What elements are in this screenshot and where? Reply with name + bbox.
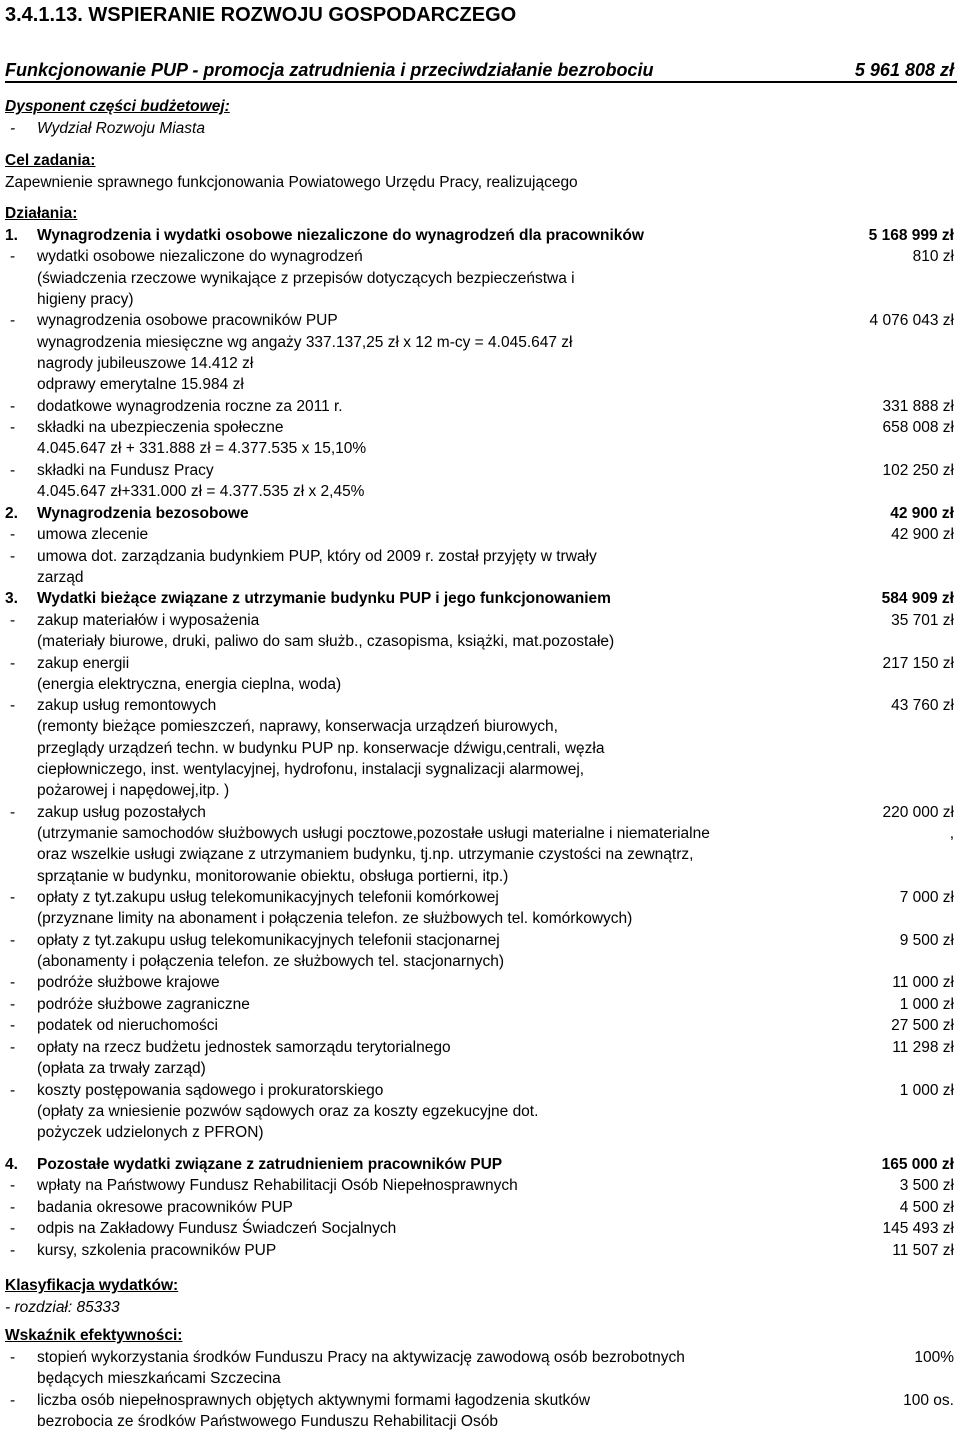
list-item: zakup usług pozostałych: [37, 804, 206, 821]
section-1-title: Wynagrodzenia i wydatki osobowe niezaliczone do wynagrodzeń dla pracowników: [37, 227, 644, 244]
item-amount: 4 500 zł: [899, 1199, 954, 1216]
list-item: zakup materiałów i wyposażenia: [37, 612, 260, 629]
list-item: liczba osób niepełnosprawnych objętych aktywnymi formami łagodzenia skutków: [37, 1392, 591, 1409]
task-title: Funkcjonowanie PUP - promocja zatrudnienia i przeciwdziałanie bezrobociu: [5, 60, 654, 80]
klasyfikacja-text: - rozdział: 85333: [5, 1299, 120, 1316]
item-note: odprawy emerytalne 15.984 zł: [37, 376, 244, 393]
list-item: stopień wykorzystania środków Funduszu Pracy na aktywizację zawodową osób bezrobotnych: [37, 1349, 685, 1366]
list-dash: -: [10, 1349, 16, 1366]
indicator-value: 100 os.: [903, 1392, 954, 1409]
item-note: ciepłowniczego, inst. wentylacyjnej, hydrofonu, instalacji sygnalizacji alarmowej,: [37, 761, 585, 778]
list-dash: -: [10, 996, 16, 1013]
dzialania-label: Działania:: [5, 205, 78, 222]
section-2-amount: 42 900 zł: [890, 505, 954, 522]
section-1-number: 1.: [5, 227, 18, 244]
item-note: zarząd: [37, 569, 84, 586]
item-amount: 4 076 043 zł: [869, 312, 954, 329]
comma-mark: ,: [949, 825, 954, 842]
item-note: higieny pracy): [37, 291, 134, 308]
list-item: opłaty z tyt.zakupu usług telekomunikacyjnych telefonii stacjonarnej: [37, 932, 500, 949]
list-item: podatek od nieruchomości: [37, 1017, 218, 1034]
item-amount: 42 900 zł: [891, 526, 954, 543]
page-title: 3.4.1.13. WSPIERANIE ROZWOJU GOSPODARCZEGO: [5, 4, 517, 26]
list-item: umowa dot. zarządzania budynkiem PUP, który od 2009 r. został przyjęty w trwały: [37, 548, 597, 565]
section-1-amount: 5 168 999 zł: [868, 227, 954, 244]
list-item: wpłaty na Państwowy Fundusz Rehabilitacji Osób Niepełnosprawnych: [37, 1177, 518, 1194]
item-amount: 145 493 zł: [882, 1220, 954, 1237]
list-dash: -: [10, 697, 16, 714]
item-note: (abonamenty i połączenia telefon. ze służbowych tel. stacjonarnych): [37, 953, 504, 970]
list-dash: -: [10, 932, 16, 949]
item-amount: 1 000 zł: [899, 1082, 954, 1099]
list-dash: -: [10, 889, 16, 906]
item-note: (świadczenia rzeczowe wynikające z przepisów dotyczących bezpieczeństwa i: [37, 270, 575, 287]
list-item: zakup energii: [37, 655, 130, 672]
list-dash: -: [10, 526, 16, 543]
list-item: wydatki osobowe niezaliczone do wynagrodzeń: [37, 248, 363, 265]
list-dash: -: [10, 1220, 16, 1237]
item-amount: 658 008 zł: [882, 419, 954, 436]
list-item: koszty postępowania sądowego i prokuratorskiego: [37, 1082, 384, 1099]
list-dash: -: [10, 419, 16, 436]
task-amount: 5 961 808 zł: [854, 60, 954, 80]
list-item: wynagrodzenia osobowe pracowników PUP: [37, 312, 338, 329]
section-4-amount: 165 000 zł: [881, 1156, 954, 1173]
klasyfikacja-label: Klasyfikacja wydatków:: [5, 1277, 179, 1294]
list-item: badania okresowe pracowników PUP: [37, 1199, 293, 1216]
list-dash: -: [10, 462, 16, 479]
list-item: składki na ubezpieczenia społeczne: [37, 419, 284, 436]
list-dash: -: [10, 1039, 16, 1056]
item-note: bezrobocia ze środków Państwowego Funduszu Rehabilitacji Osób: [37, 1413, 498, 1430]
item-note: sprzątanie w budynku, monitorowanie obiektu, obsługa portierni, itp.): [37, 868, 509, 885]
item-amount: 220 000 zł: [882, 804, 954, 821]
list-dash: -: [10, 1177, 16, 1194]
list-item: podróże służbowe krajowe: [37, 974, 220, 991]
list-dash: -: [10, 1082, 16, 1099]
section-4-title: Pozostałe wydatki związane z zatrudnieniem pracowników PUP: [37, 1156, 503, 1173]
list-dash: -: [10, 612, 16, 629]
dysponent-label: Dysponent części budżetowej:: [5, 98, 230, 115]
list-dash: -: [10, 548, 16, 565]
indicator-value: 100%: [914, 1349, 954, 1366]
section-3-number: 3.: [5, 590, 18, 607]
item-amount: 102 250 zł: [882, 462, 954, 479]
list-item: dodatkowe wynagrodzenia roczne za 2011 r.: [37, 398, 343, 415]
item-amount: 810 zł: [912, 248, 954, 265]
item-amount: 35 701 zł: [891, 612, 954, 629]
dysponent-dash: -: [10, 120, 16, 137]
item-note: (opłata za trwały zarząd): [37, 1060, 206, 1077]
item-note: (remonty bieżące pomieszczeń, naprawy, konserwacja urządzeń biurowych,: [37, 718, 558, 735]
item-amount: 331 888 zł: [882, 398, 954, 415]
wskaznik-label: Wskaźnik efektywności:: [5, 1327, 183, 1344]
item-note: pożarowej i napędowej,itp. ): [37, 782, 230, 799]
item-amount: 9 500 zł: [899, 932, 954, 949]
item-note: pożyczek udzielonych z PFRON): [37, 1124, 264, 1141]
section-3-title: Wydatki bieżące związane z utrzymanie budynku PUP i jego funkcjonowaniem: [37, 590, 611, 607]
list-item: umowa zlecenie: [37, 526, 149, 543]
item-amount: 3 500 zł: [899, 1177, 954, 1194]
list-item: zakup usług remontowych: [37, 697, 217, 714]
item-note: 4.045.647 zł + 331.888 zł = 4.377.535 x 15,10%: [37, 440, 367, 457]
item-amount: 27 500 zł: [891, 1017, 954, 1034]
item-note: (opłaty za wniesienie pozwów sądowych oraz za koszty egzekucyjne dot.: [37, 1103, 539, 1120]
item-amount: 11 298 zł: [892, 1039, 954, 1056]
list-dash: -: [10, 655, 16, 672]
list-item: składki na Fundusz Pracy: [37, 462, 214, 479]
cel-text: Zapewnienie sprawnego funkcjonowania Powiatowego Urzędu Pracy, realizującego: [5, 174, 578, 191]
item-amount: 43 760 zł: [891, 697, 954, 714]
list-dash: -: [10, 398, 16, 415]
section-2-number: 2.: [5, 505, 18, 522]
header-divider: [5, 81, 957, 83]
item-note: (materiały biurowe, druki, paliwo do sam służb., czasopisma, książki, mat.pozostałe): [37, 633, 615, 650]
item-amount: 11 507 zł: [892, 1242, 954, 1259]
list-item: odpis na Zakładowy Fundusz Świadczeń Socjalnych: [37, 1220, 397, 1237]
item-note: (utrzymanie samochodów służbowych usługi pocztowe,pozostałe usługi materialne i niematerialne: [37, 825, 710, 842]
item-note: nagrody jubileuszowe 14.412 zł: [37, 355, 254, 372]
list-dash: -: [10, 312, 16, 329]
item-note: wynagrodzenia miesięczne wg angaży 337.137,25 zł x 12 m-cy = 4.045.647 zł: [37, 334, 573, 351]
item-note: (energia elektryczna, energia cieplna, woda): [37, 676, 342, 693]
dysponent-name: Wydział Rozwoju Miasta: [37, 120, 205, 137]
item-note: oraz wszelkie usługi związane z utrzymaniem budynku, tj.np. utrzymanie czystości na zewnątrz,: [37, 846, 694, 863]
item-amount: 7 000 zł: [899, 889, 954, 906]
list-dash: -: [10, 1242, 16, 1259]
list-item: kursy, szkolenia pracowników PUP: [37, 1242, 277, 1259]
cel-label: Cel zadania:: [5, 152, 96, 169]
section-4-number: 4.: [5, 1156, 18, 1173]
section-3-amount: 584 909 zł: [881, 590, 954, 607]
item-note: 4.045.647 zł+331.000 zł = 4.377.535 zł x 2,45%: [37, 483, 365, 500]
list-item: opłaty na rzecz budżetu jednostek samorządu terytorialnego: [37, 1039, 451, 1056]
item-note: będących mieszkańcami Szczecina: [37, 1370, 281, 1387]
list-dash: -: [10, 1392, 16, 1409]
item-note: przeglądy urządzeń techn. w budynku PUP np. konserwacje dźwigu,centrali, węzła: [37, 740, 605, 757]
list-dash: -: [10, 804, 16, 821]
list-dash: -: [10, 974, 16, 991]
list-dash: -: [10, 1199, 16, 1216]
item-amount: 1 000 zł: [899, 996, 954, 1013]
list-dash: -: [10, 248, 16, 265]
list-item: podróże służbowe zagraniczne: [37, 996, 250, 1013]
item-amount: 11 000 zł: [892, 974, 954, 991]
section-2-title: Wynagrodzenia bezosobowe: [37, 505, 249, 522]
item-amount: 217 150 zł: [882, 655, 954, 672]
list-dash: -: [10, 1017, 16, 1034]
item-note: (przyznane limity na abonament i połączenia telefon. ze służbowych tel. komórkowych): [37, 910, 633, 927]
list-item: opłaty z tyt.zakupu usług telekomunikacyjnych telefonii komórkowej: [37, 889, 499, 906]
